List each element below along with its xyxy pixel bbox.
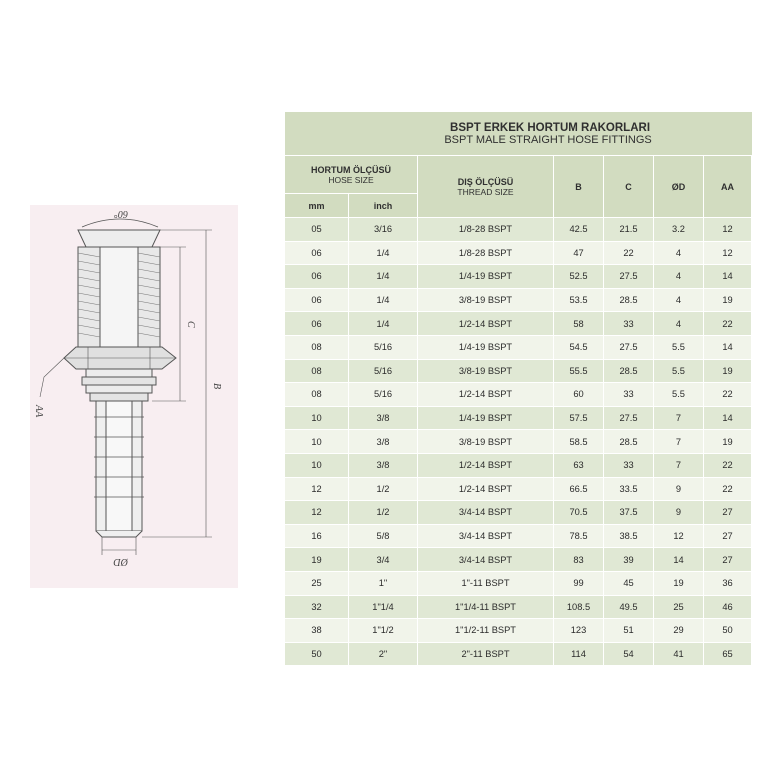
cell-aa: 12 (704, 241, 752, 265)
cell-inch: 1" (349, 571, 418, 595)
cell-aa: 19 (704, 288, 752, 312)
cell-inch: 1"1/4 (349, 595, 418, 619)
table-body (285, 218, 752, 666)
cell-c: 28.5 (604, 430, 654, 454)
cell-thread: 2"-11 BSPT (418, 642, 554, 666)
column-mm-header: mm (285, 194, 349, 218)
cell-aa: 36 (704, 571, 752, 595)
cell-od: 9 (654, 501, 704, 525)
cell-thread: 1/8-28 BSPT (418, 218, 554, 242)
cell-inch: 3/8 (349, 406, 418, 430)
cell-inch: 1/2 (349, 501, 418, 525)
table-row (285, 501, 752, 525)
cell-mm: 06 (285, 265, 349, 289)
cell-c: 28.5 (604, 359, 654, 383)
cell-mm: 10 (285, 453, 349, 477)
cell-c: 27.5 (604, 265, 654, 289)
cell-od: 12 (654, 524, 704, 548)
table-row (285, 548, 752, 572)
cell-b: 54.5 (554, 335, 604, 359)
cell-aa: 22 (704, 453, 752, 477)
thread-size-en: THREAD SIZE (457, 186, 514, 197)
cell-mm: 10 (285, 406, 349, 430)
cell-b: 55.5 (554, 359, 604, 383)
cell-mm: 25 (285, 571, 349, 595)
cell-thread: 1/4-19 BSPT (418, 406, 554, 430)
cell-inch: 5/16 (349, 383, 418, 407)
cell-thread: 3/4-14 BSPT (418, 501, 554, 525)
cell-inch: 3/4 (349, 548, 418, 572)
cell-c: 33 (604, 312, 654, 336)
cell-b: 60 (554, 383, 604, 407)
cell-od: 4 (654, 312, 704, 336)
cell-inch: 1/4 (349, 288, 418, 312)
cell-mm: 12 (285, 501, 349, 525)
cell-mm: 06 (285, 312, 349, 336)
cell-mm: 06 (285, 288, 349, 312)
cell-mm: 06 (285, 241, 349, 265)
cell-od: 25 (654, 595, 704, 619)
cell-inch: 3/8 (349, 453, 418, 477)
cell-b: 58.5 (554, 430, 604, 454)
cell-inch: 1/2 (349, 477, 418, 501)
cell-od: 29 (654, 619, 704, 643)
cell-thread: 1/4-19 BSPT (418, 265, 554, 289)
column-inch-header: inch (349, 194, 418, 218)
cell-b: 53.5 (554, 288, 604, 312)
dimension-c-label: C (185, 321, 196, 328)
cell-b: 58 (554, 312, 604, 336)
cell-aa: 14 (704, 265, 752, 289)
cell-c: 33.5 (604, 477, 654, 501)
cell-aa: 19 (704, 359, 752, 383)
cell-od: 5.5 (654, 335, 704, 359)
table-row (285, 218, 752, 242)
cell-c: 27.5 (604, 335, 654, 359)
cell-inch: 5/16 (349, 335, 418, 359)
cell-c: 21.5 (604, 218, 654, 242)
cell-b: 83 (554, 548, 604, 572)
cell-c: 38.5 (604, 524, 654, 548)
table-row (285, 524, 752, 548)
cell-od: 9 (654, 477, 704, 501)
table-row (285, 642, 752, 666)
thread-size-tr: DIŞ ÖLÇÜSÜ (457, 176, 514, 187)
cell-aa: 27 (704, 501, 752, 525)
cell-thread: 1/2-14 BSPT (418, 477, 554, 501)
cell-od: 7 (654, 453, 704, 477)
cell-aa: 50 (704, 619, 752, 643)
dimension-aa-label: AA (33, 405, 44, 418)
cell-od: 4 (654, 241, 704, 265)
title-turkish: BSPT ERKEK HORTUM RAKORLARI (450, 121, 651, 134)
cell-b: 57.5 (554, 406, 604, 430)
cell-c: 33 (604, 453, 654, 477)
thread-size-header (418, 156, 554, 218)
cell-od: 19 (654, 571, 704, 595)
table-row (285, 406, 752, 430)
table-row (285, 312, 752, 336)
cell-thread: 3/4-14 BSPT (418, 524, 554, 548)
cell-inch: 1/4 (349, 241, 418, 265)
cell-b: 47 (554, 241, 604, 265)
table-row (285, 265, 752, 289)
table-row (285, 288, 752, 312)
cell-mm: 08 (285, 383, 349, 407)
cell-c: 22 (604, 241, 654, 265)
cell-od: 14 (654, 548, 704, 572)
cell-inch: 3/8 (349, 430, 418, 454)
cell-aa: 27 (704, 548, 752, 572)
angle-label: 60° (114, 208, 128, 219)
cell-od: 41 (654, 642, 704, 666)
cell-c: 37.5 (604, 501, 654, 525)
table-row (285, 383, 752, 407)
table-row (285, 477, 752, 501)
cell-thread: 1"1/4-11 BSPT (418, 595, 554, 619)
cell-thread: 1/4-19 BSPT (418, 335, 554, 359)
cell-thread: 1/2-14 BSPT (418, 383, 554, 407)
cell-aa: 27 (704, 524, 752, 548)
table-row (285, 241, 752, 265)
table-row (285, 595, 752, 619)
cell-c: 27.5 (604, 406, 654, 430)
cell-inch: 3/16 (349, 218, 418, 242)
cell-inch: 1"1/2 (349, 619, 418, 643)
cell-inch: 1/4 (349, 312, 418, 336)
title-english: BSPT MALE STRAIGHT HOSE FITTINGS (444, 133, 652, 146)
cell-aa: 19 (704, 430, 752, 454)
column-b-header: B (554, 156, 604, 218)
cell-b: 114 (554, 642, 604, 666)
cell-thread: 1"-11 BSPT (418, 571, 554, 595)
cell-b: 52.5 (554, 265, 604, 289)
cell-thread: 3/8-19 BSPT (418, 430, 554, 454)
cell-od: 7 (654, 406, 704, 430)
cell-mm: 19 (285, 548, 349, 572)
cell-inch: 1/4 (349, 265, 418, 289)
cell-od: 7 (654, 430, 704, 454)
cell-aa: 22 (704, 477, 752, 501)
cell-inch: 2" (349, 642, 418, 666)
cell-mm: 32 (285, 595, 349, 619)
cell-thread: 1/8-28 BSPT (418, 241, 554, 265)
cell-inch: 5/16 (349, 359, 418, 383)
cell-c: 51 (604, 619, 654, 643)
cell-c: 45 (604, 571, 654, 595)
cell-od: 4 (654, 265, 704, 289)
cell-mm: 05 (285, 218, 349, 242)
fitting-drawing-panel (30, 205, 238, 588)
cell-aa: 46 (704, 595, 752, 619)
cell-b: 66.5 (554, 477, 604, 501)
spec-table (284, 112, 752, 666)
dimension-od-label: ØD (113, 556, 128, 567)
cell-mm: 08 (285, 335, 349, 359)
cell-thread: 1"1/2-11 BSPT (418, 619, 554, 643)
cell-thread: 3/4-14 BSPT (418, 548, 554, 572)
cell-mm: 38 (285, 619, 349, 643)
cell-thread: 1/2-14 BSPT (418, 453, 554, 477)
column-c-header: C (604, 156, 654, 218)
cell-c: 28.5 (604, 288, 654, 312)
cell-aa: 14 (704, 406, 752, 430)
table-row (285, 619, 752, 643)
cell-mm: 12 (285, 477, 349, 501)
table-row (285, 571, 752, 595)
cell-aa: 22 (704, 312, 752, 336)
table-title (285, 112, 752, 156)
cell-thread: 1/2-14 BSPT (418, 312, 554, 336)
hose-size-tr: HORTUM ÖLÇÜSÜ (311, 164, 391, 175)
cell-b: 78.5 (554, 524, 604, 548)
dimension-b-label: B (211, 383, 222, 390)
cell-mm: 16 (285, 524, 349, 548)
cell-od: 5.5 (654, 359, 704, 383)
cell-c: 54 (604, 642, 654, 666)
table-row (285, 430, 752, 454)
cell-b: 42.5 (554, 218, 604, 242)
cell-thread: 3/8-19 BSPT (418, 288, 554, 312)
table-row (285, 359, 752, 383)
cell-od: 3.2 (654, 218, 704, 242)
cell-od: 4 (654, 288, 704, 312)
cell-mm: 10 (285, 430, 349, 454)
hose-size-header (285, 156, 418, 194)
table-row (285, 453, 752, 477)
cell-b: 70.5 (554, 501, 604, 525)
cell-aa: 65 (704, 642, 752, 666)
table-row (285, 335, 752, 359)
cell-b: 108.5 (554, 595, 604, 619)
column-aa-header: AA (704, 156, 752, 218)
cell-b: 63 (554, 453, 604, 477)
cell-inch: 5/8 (349, 524, 418, 548)
cell-c: 49.5 (604, 595, 654, 619)
cell-aa: 12 (704, 218, 752, 242)
cell-c: 33 (604, 383, 654, 407)
cell-b: 123 (554, 619, 604, 643)
cell-od: 5.5 (654, 383, 704, 407)
hose-size-en: HOSE SIZE (328, 174, 374, 185)
cell-thread: 3/8-19 BSPT (418, 359, 554, 383)
column-od-header: ØD (654, 156, 704, 218)
cell-c: 39 (604, 548, 654, 572)
cell-aa: 22 (704, 383, 752, 407)
cell-mm: 50 (285, 642, 349, 666)
cell-mm: 08 (285, 359, 349, 383)
cell-aa: 14 (704, 335, 752, 359)
fitting-drawing (30, 205, 238, 588)
cell-b: 99 (554, 571, 604, 595)
